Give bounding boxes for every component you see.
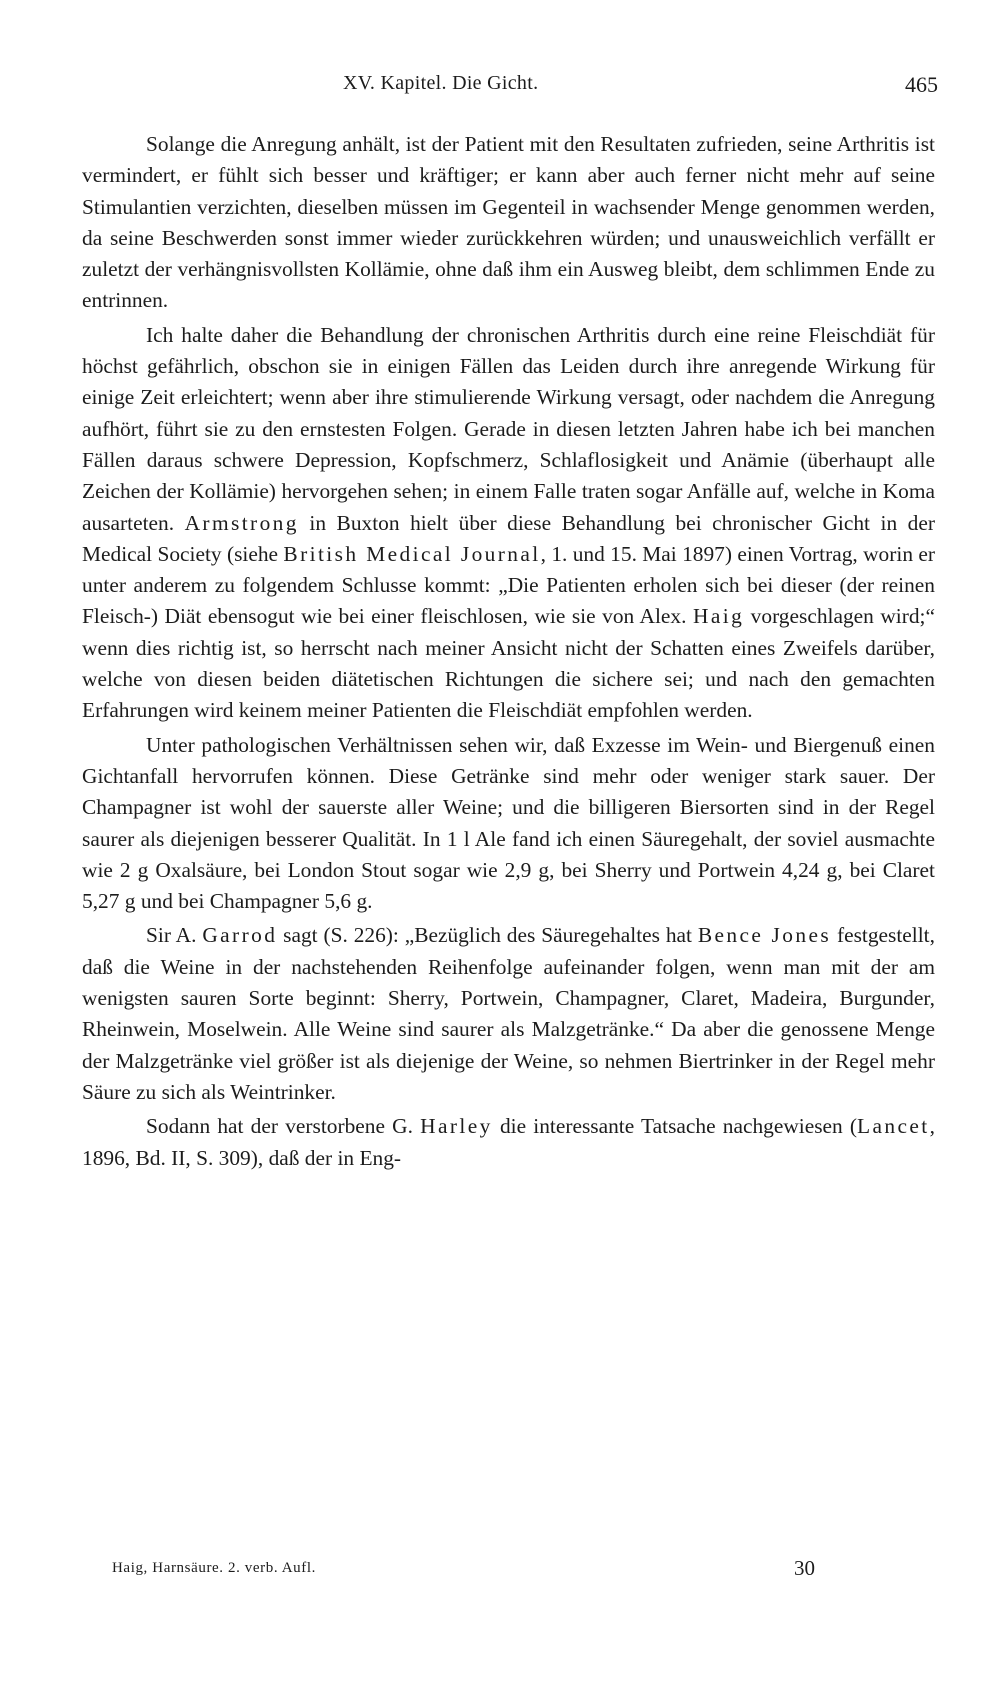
text-run: vorgeschlagen wird;“ wenn dies richtig ist, so herrscht nach meiner Ansicht nicht der Schatten eines Zweifels darüber, welche von diesen beiden diätetischen Richtungen die sichere sei; und nach den gemachten Erfahrungen wird keinem meiner Patienten die Fleischdiät empfohlen werden. bbox=[82, 604, 935, 723]
text-run: Sodann hat der verstorbene G. bbox=[146, 1114, 421, 1139]
text-run: , 1. und 15. Mai 1897) einen Vortrag, worin er unter anderem zu folgendem Schlusse kommt: „Die Patienten erholen sich bei dieser (der reinen Fleisch-) Diät ebensogut wie bei einer fleischlosen, wie sie von Alex. bbox=[82, 541, 935, 629]
body-text bbox=[82, 129, 935, 1174]
text-run: Solange die Anregung anhält, ist der Patient mit den Resultaten zufrieden, seine Arthritis ist vermindert, er fühlt sich besser und kräftiger; er kann aber auch ferner nicht mehr auf seine Stimulantien verzichten, dieselben müssen im Gegenteil in wachsender Menge genommen werden, da seine Beschwerden sonst immer wieder zurückkehren würden; und unausweichlich verfällt er zuletzt der verhängnisvollsten Kollämie, ohne daß ihm ein Ausweg bleibt, dem schlimmen Ende zu entrinnen. bbox=[82, 132, 935, 313]
text-run: Ich halte daher die Behandlung der chronischen Arthritis durch eine reine Fleischdiät für höchst gefährlich, obschon sie in einigen Fällen das Leiden durch ihre anregende Wirkung für einige Zeit erleichtert; wenn aber ihre stimulierende Wirkung versagt, oder nachdem die Anregung aufhört, führt sie zu den ernstesten Folgen. Gerade in diesen letzten Jahren habe ich bei manchen Fällen daraus schwere Depression, Kopfschmerz, Schlaflosigkeit und Anämie (überhaupt alle Zeichen der Kollämie) hervorgehen sehen; in einem Falle traten sogar Anfälle auf, welche in Koma ausarteten. bbox=[82, 322, 935, 535]
chapter-title: XV. Kapitel. Die Gicht. bbox=[343, 72, 539, 94]
footer-book-reference: Haig, Harnsäure. 2. verb. Aufl. bbox=[112, 1560, 316, 1576]
page-footer bbox=[112, 1556, 832, 1584]
text-run: die interessante Tatsache nachgewiesen ( bbox=[492, 1114, 858, 1139]
text-run: sagt (S. 226): „Bezüglich des Säuregehaltes hat bbox=[277, 923, 698, 948]
spaced-name: British Medical Journal bbox=[283, 541, 541, 566]
spaced-name: Bence Jones bbox=[697, 923, 832, 948]
text-run: Unter pathologischen Verhältnissen sehen wir, daß Exzesse im Wein- und Biergenuß einen Gichtanfall hervorrufen können. Diese Getränke sind mehr oder weniger stark sauer. Der Champagner ist wohl der sauerste aller Weine; und die billigeren Biersorten sind in der Regel saurer als diejenigen besserer Qualität. In 1 l Ale fand ich einen Säuregehalt, der soviel ausmachte wie 2 g Oxalsäure, bei London Stout sogar wie 2,9 g, bei Sherry und Portwein 4,24 g, bei Claret 5,27 g und bei Champagner 5,6 g. bbox=[82, 732, 935, 914]
spaced-name: Armstrong bbox=[184, 510, 299, 535]
text-run: Sir A. bbox=[146, 923, 203, 948]
paragraph bbox=[82, 1111, 935, 1174]
text-run: , 1896, Bd. II, S. 309), daß der in Eng- bbox=[82, 1114, 935, 1170]
text-run: festgestellt, daß die Weine in der nachstehenden Reihenfolge aufeinander folgen, wenn man mit der am wenigsten sauren Sorte beginnt: Sherry, Portwein, Champagner, Claret, Madeira, Burgunder, Rheinwein, Moselwein. Alle Weine sind saurer als Malzgetränke.“ Da aber die genossene Menge der Malzgetränke viel größer ist als diejenige der Weine, so nehmen Biertrinker in der Regel mehr Säure zu sich als Weintrinker. bbox=[82, 923, 935, 1104]
spaced-name: Lancet bbox=[857, 1114, 930, 1139]
spaced-name: Harley bbox=[420, 1114, 493, 1139]
paragraph bbox=[82, 920, 935, 1108]
paragraph bbox=[82, 320, 935, 727]
text-run: in Buxton hielt über diese Behandlung bei chronischer Gicht in der Medical Society (siehe bbox=[82, 510, 935, 566]
spaced-name: Haig bbox=[692, 604, 745, 629]
spaced-name: Garrod bbox=[202, 923, 278, 948]
page-number: 465 bbox=[905, 72, 938, 97]
paragraph bbox=[82, 730, 935, 918]
sheet-signature: 30 bbox=[794, 1556, 815, 1580]
running-header bbox=[78, 72, 938, 102]
paragraph bbox=[82, 129, 935, 317]
